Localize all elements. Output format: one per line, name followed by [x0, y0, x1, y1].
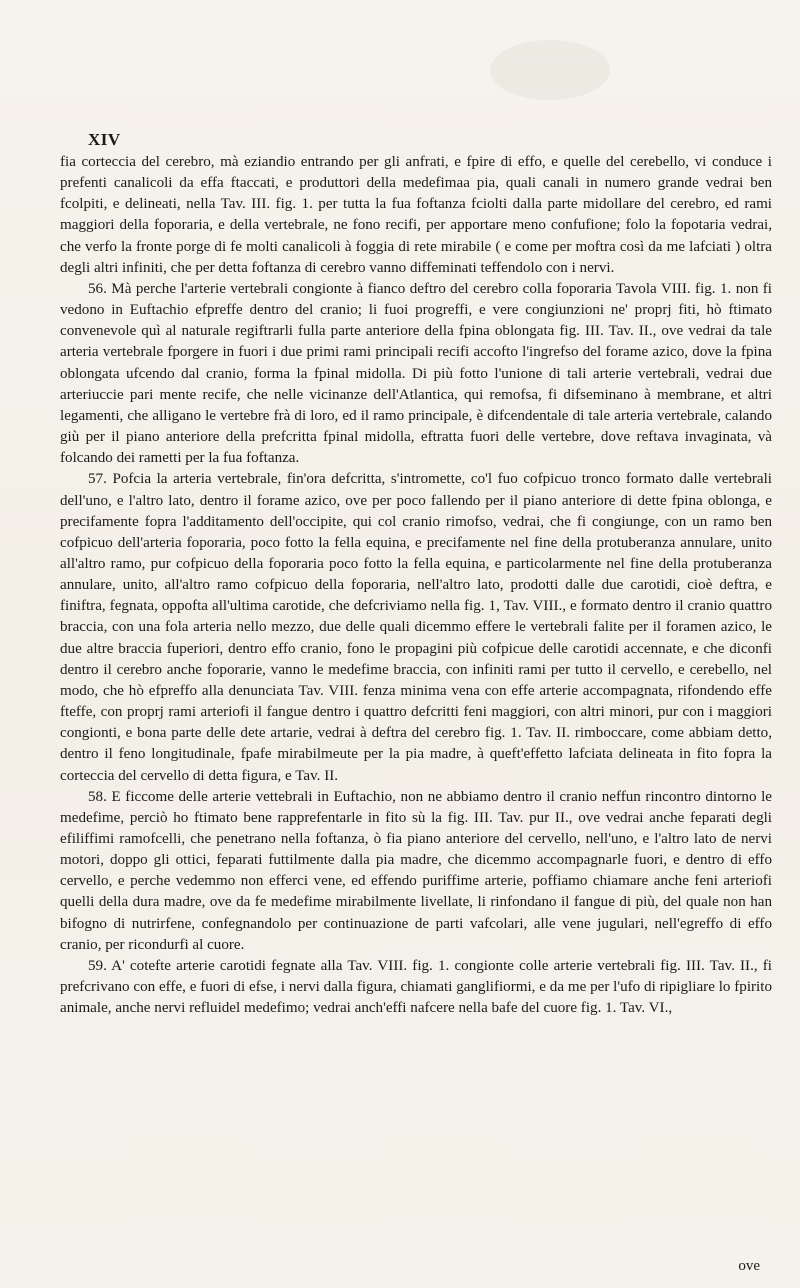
- catchword: ove: [738, 1258, 760, 1274]
- page-number: XIV: [88, 130, 121, 149]
- paragraph-59: 59. A' cotefte arterie carotidi fegnate alla Tav. VIII. fig. 1. congionte colle arterie vertebrali fig. III. Tav. II., fi prefcrivano con effe, e fuori di efse, i nervi dalla figura, chiamati ganglifiormi, e da me per l'ufo di ripigliare lo fpirito animale, anche nervi refluidel medefimo; vedrai anch'effi nafcere nella bafe del cuore fig. 1. Tav. VI.,: [60, 957, 772, 1017]
- paragraph-58: 58. E ficcome delle arterie vettebrali in Euftachio, non ne abbiamo dentro il cranio neffun rincontro dintorno le medefime, perciò ho ftimato bene rapprefentarle in fito sù la fig. III. Tav. pur II., ove vedrai anche feparati degli efiliffimi ramofcelli, che penetrano nella foftanza, ò fia piano anteriore del cervello, nell'uno, e l'altro lato de nervi motori, doppo gli ottici, feparati futtilmente dalla pia madre, che dicemmo accompagnarle fuori, e dentro di effo cervello, e perche vedemmo non efferci vene, ed effendo puriffime arterie, poffiamo chiamare anche feni arteriofi quelli della dura madre, ove da fe medefime mirabilmente livellate, li rinfondano il fangue di più, del quale non han bifogno di nutrirfene, confegnandolo per continuazione de parti vafcolari, alle vene jugulari, nell'egreffo di effo cranio, per ricondurfi al cuore.: [60, 788, 772, 953]
- paragraph-56: 56. Mà perche l'arterie vertebrali congionte à fianco deftro del cerebro colla foporaria Tavola VIII. fig. 1. non fi vedono in Euftachio efpreffe dentro del cranio; li fuoi progreffi, e vere congiunzioni ne' proprj fiti, hò ftimato convenevole quì al naturale regiftrarli fulla parte anteriore della fpina oblongata fig. III. Tav. II., ove vedrai da tale arteria vertebrale fporgere in fuori i due primi rami principali recifi accofto l'ingrefso del forame azico, dove la fpina oblongata ufcendo dal cranio, forma la fpinal midolla. Di più fotto l'unione di tali arterie vertebrali, vedrai due arteriuccie pari mente recife, che nelle vicinanze dell'Atlantica, qui remofsa, fi difseminano à membrane, et altri legamenti, che alligano le vertebre frà di loro, ed il ramo principale, è difcendentale di tale arteria vertebrale, calando giù per il piano anteriore della prefcritta fpinal midolla, eftratta fuori delle vertebre, dove reftava invaginata, và folcando dei rametti per la fua foftanza.: [60, 280, 772, 467]
- paragraph-continuation: fia corteccia del cerebro, mà eziandio entrando per gli anfrati, e fpire di effo, e quelle del cerebello, vi conduce i prefenti canalicoli da effa ftaccati, e produttori della medefimaa pia, quali canali in numero grande vedrai ben fcolpiti, e delineati, nella Tav. III. fig. 1. per tutta la fua foftanza fciolti dalla parte midollare del cerebro, ed rami maggiori della foporaria, e della vertebrale, ne fono recifi, per apportare meno confufione; folo la fopotaria vedrai, che verfo la fronte porge di fe molti canalicoli à foggia di rete mirabile ( e come per moftra così da me lafciati ) oltra degli altri infiniti, che per detta foftanza di cerebro vanno diffeminati teffendolo con i nervi.: [60, 154, 772, 276]
- body-text: [60, 152, 772, 1019]
- ink-bleed-mark: [490, 40, 610, 100]
- paragraph-57: 57. Pofcia la arteria vertebrale, fin'ora defcritta, s'intromette, co'l fuo cofpicuo tronco formato dalle vertebrali dell'uno, e l'altro lato, dentro il forame azico, ove per poco fallendo per il piano anteriore di dette fpina oblonga, e precifamente fopra l'additamento dell'occipite, qui col cranio rimofso, vedrai, che fi congiunge, con un ramo ben cofpicuo dell'arteria foporaria, poco fotto la fella equina, e precifamente nel fine della protuberanza annulare, unito all'altro ramo, pur cofpicuo della foporaria poco fotto la fella equina, e particolarmente nel fine della protuberanza annulare, unito, all'altro ramo cofpicuo della foporaria, nell'altro lato, prodotti dalle due carotidi, cioè deftra, e finiftra, fegnata, oppofta all'ultima carotide, che defcriviamo nella fig. 1, Tav. VIII., e formato dentro il cranio quattro braccia, con una fola arteria nello mezzo, due delle quali dicemmo effere le vertebrali falite per il foramen azico, le due altre braccia fuperiori, dentro effo cranio, fono le propagini più cofpicue delle carotidi accennate, e che diconfi dentro il cerebro anche foporarie, vanno le medefime braccia, con infiniti rami per tutto il cervello, e cerebello, nel modo, che hò efpreffo alla denunciata Tav. VIII. fenza minima vena con effe arterie accompagnata, rifondendo effe fteffe, con proprj rami arteriofi il fangue dentro i quattro defcritti feni maggiori, con altri minori, pur con i maggiori congionti, e bona parte delle dete artarie, vedrai à deftra del cerebro fig. 1. Tav. II. rimboccare, come abbiam detto, dentro il feno longitudinale, fpafe mirabilmeute per la pia madre, à queft'effetto lafciata delineata in fito fopra la corteccia del cervello di detta figura, e Tav. II.: [60, 471, 772, 784]
